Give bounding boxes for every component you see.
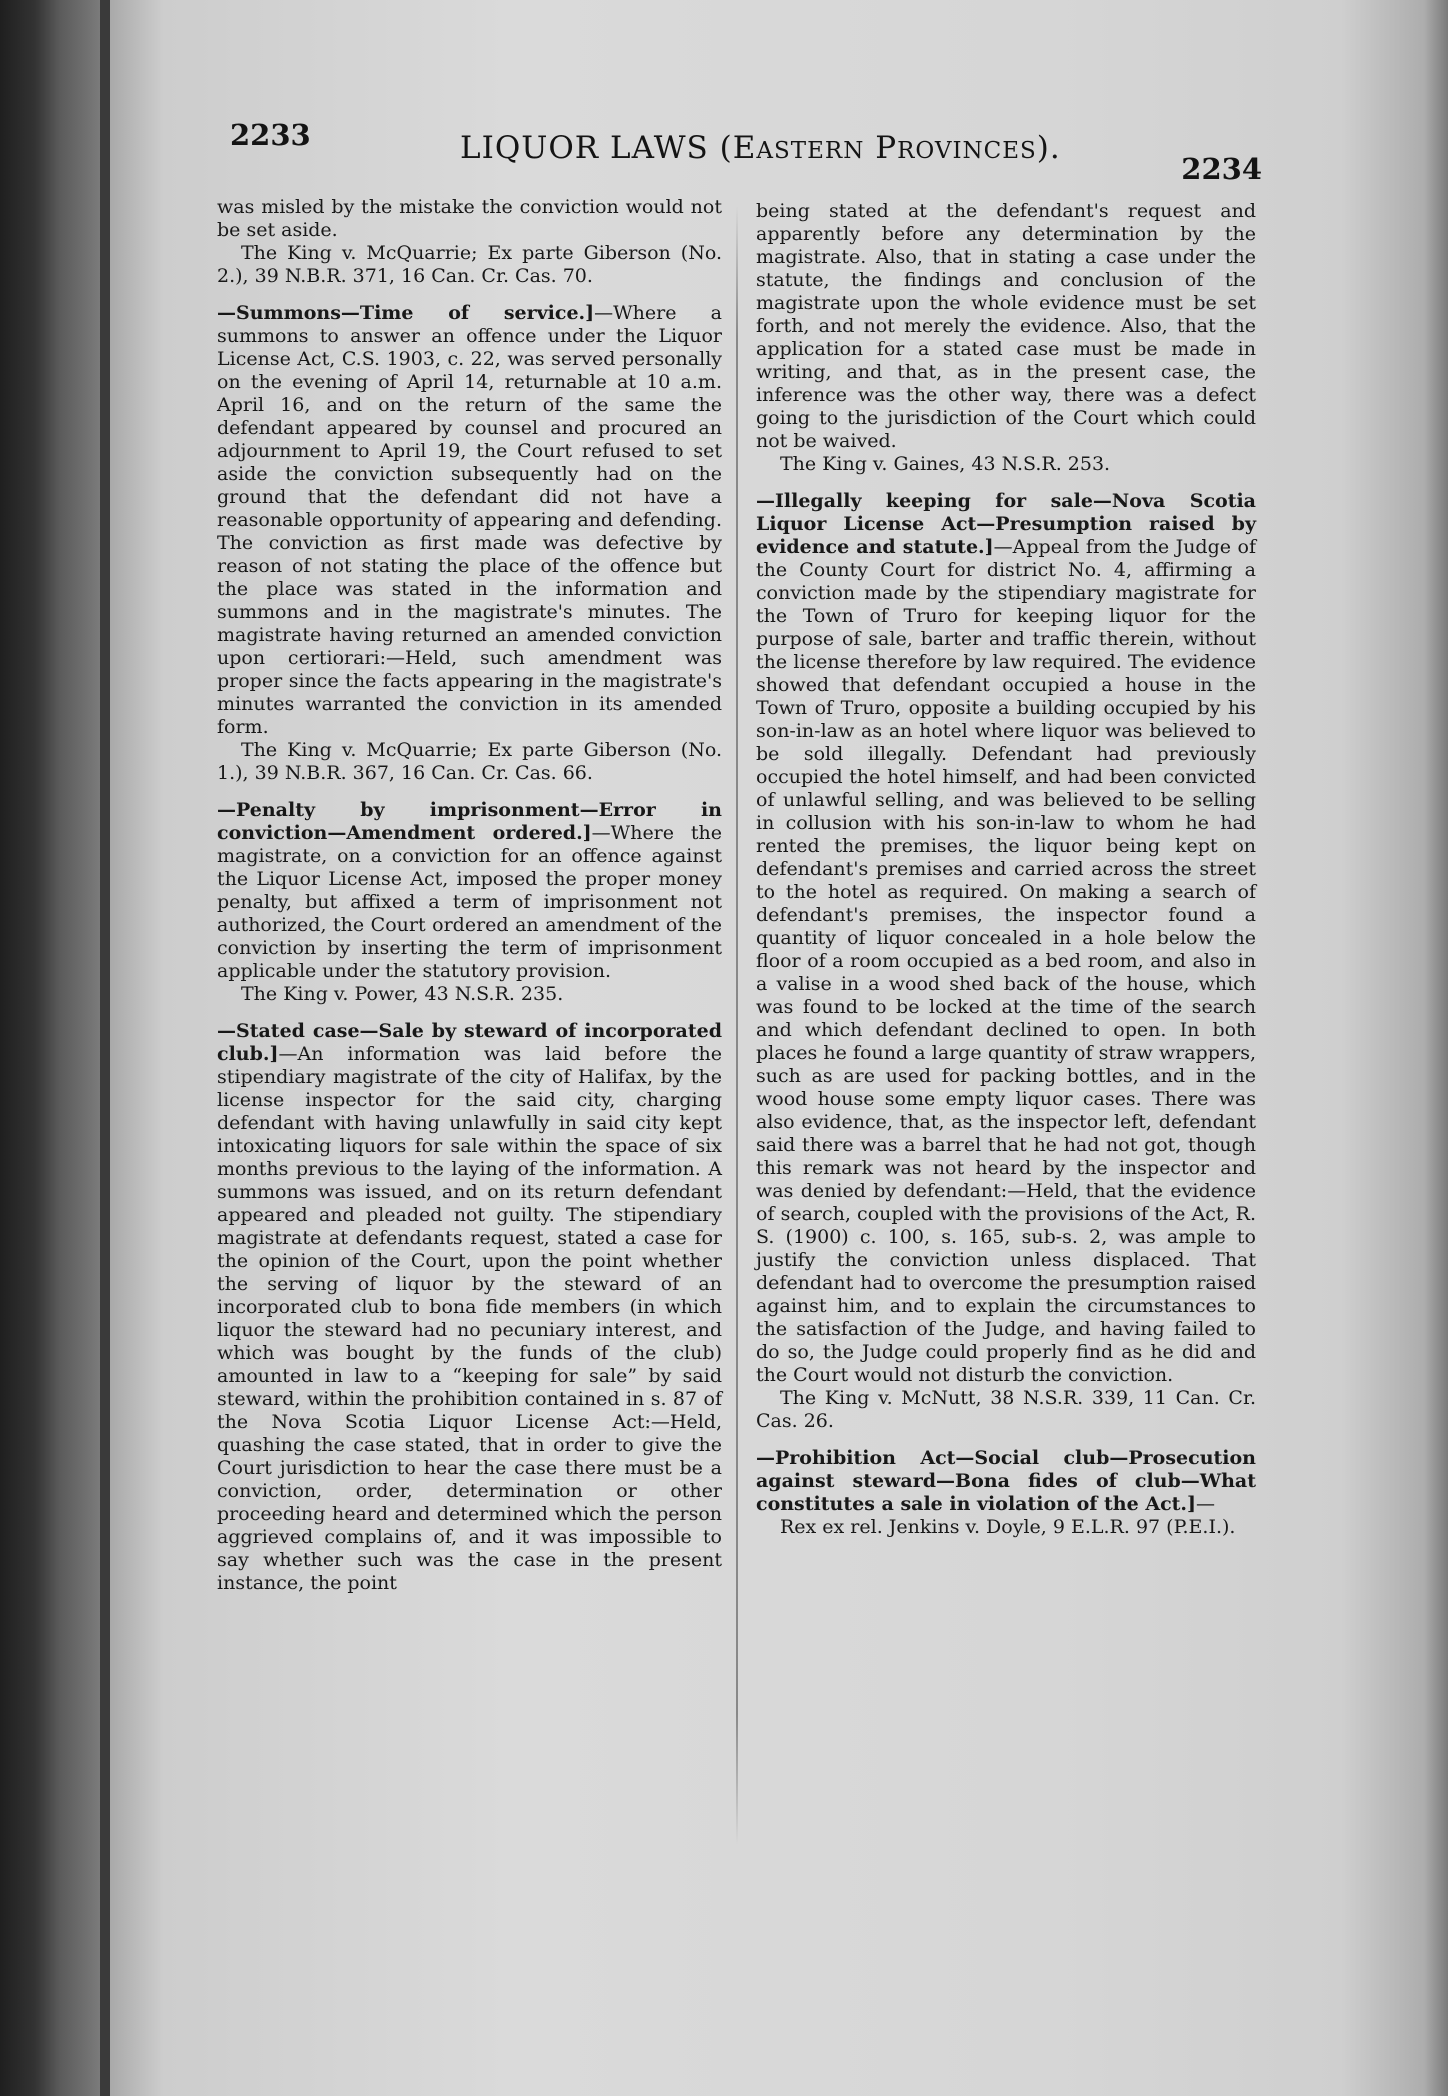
case-citation: The King v. McQuarrie; Ex parte Giberson (No. 1.), 39 N.B.R. 367, 16 Can. Cr. Cas. 66. <box>217 739 722 784</box>
running-title: LIQUOR LAWS (EASTERN PROVINCES). <box>460 130 1061 166</box>
entry-body: —Where a summons to answer an offence under the Liquor License Act, C.S. 1903, c. 22, was served personally on the evening of April 14, returnable at 10 a.m. April 16, and on the return of the same the defendant appeared by counsel and procured an adjournment to April 19, the Court refused to set aside the conviction subsequently had on the ground that the defendant did not have a reasonable opportunity of appearing and defending. The conviction as first made was defective by reason of not stating the place of the offence but the place was stated in the information and summons and in the magistrate's minutes. The magistrate having returned an amended conviction upon certiorari:—Held, such amendment was proper since the facts appearing in the magistrate's minutes warranted the conviction in its amended form. <box>217 302 722 738</box>
case-citation: Rex ex rel. Jenkins v. Doyle, 9 E.L.R. 97 (P.E.I.). <box>780 1516 1236 1538</box>
entry-heading: —Illegally keeping for sale—Nova Scotia Liquor License Act—Presumption raised by evidence and statute.] <box>756 490 1256 558</box>
left-column <box>217 196 722 1595</box>
column-divider <box>736 205 738 1845</box>
entry-body: —Where the magistrate, on a conviction for an offence against the Liquor License Act, imposed the proper money penalty, but affixed a term of imprisonment not authorized, the Court ordered an amendment of the conviction by inserting the term of imprisonment applicable under the statutory provision. <box>217 822 722 982</box>
right-column <box>756 200 1256 1553</box>
entry-body: —Appeal from the Judge of the County Court for district No. 4, affirming a conviction made by the stipendiary magistrate for the Town of Truro for keeping liquor for the purpose of sale, barter and traffic therein, without the license therefore by law required. The evidence showed that defendant occupied a house in the Town of Truro, opposite a building occupied by his son-in-law as an hotel where liquor was believed to be sold illegally. Defendant had previously occupied the hotel himself, and had been convicted of unlawful selling, and was believed to be selling in collusion with his son-in-law to whom he had rented the premises, the liquor being kept on defendant's premises and carried across the street to the hotel as required. On making a search of defendant's premises, the inspector found a quantity of liquor concealed in a hole below the floor of a room occupied as a bed room, and also in a valise in a wood shed back of the house, which was found to be locked at the time of the search and which defendant declined to open. In both places he found a large quantity of straw wrappers, such as are used for packing bottles, and in the wood house some empty liquor cases. There was also evidence, that, as the inspector left, defendant said there was a barrel that he had not got, though this remark was not heard by the inspector and was denied by defendant:—Held, that the evidence of search, coupled with the provisions of the Act, R. S. (1900) c. 100, s. 165, sub-s. 2, was ample to justify the conviction unless displaced. That defendant had to overcome the presumption raised against him, and to explain the circumstances to the satisfaction of the Judge, and having failed to do so, the Judge could properly find as he did and the Court would not disturb the conviction. <box>756 536 1256 1386</box>
scan-left-edge <box>0 0 100 2096</box>
entry-heading: —Summons—Time of service.] <box>217 302 595 324</box>
digest-entry <box>217 799 722 983</box>
page-number-left: 2233 <box>230 118 311 152</box>
digest-entry <box>756 1447 1256 1516</box>
entry-body: — <box>1196 1493 1216 1515</box>
digest-entry <box>756 490 1256 1387</box>
case-citation: The King v. Gaines, 43 N.S.R. 253. <box>780 453 1111 475</box>
case-citation: The King v. McNutt, 38 N.S.R. 339, 11 Can. Cr. Cas. 26. <box>756 1387 1256 1432</box>
entry-heading: —Penalty by imprisonment—Error in conviction—Amendment ordered.] <box>217 799 722 844</box>
entry-heading: —Prohibition Act—Social club—Prosecution against steward—Bona fides of club—What constitutes a sale in violation of the Act.] <box>756 1447 1256 1515</box>
entry-heading: —Stated case—Sale by steward of incorporated club.] <box>217 1020 722 1065</box>
running-head <box>230 118 1270 186</box>
digest-entry <box>217 1020 722 1595</box>
continued-paragraph: being stated at the defendant's request and apparently before any determination by the magistrate. Also, that in stating a case under the statute, the findings and conclusion of the magistrate upon the whole evidence must be set forth, and not merely the evidence. Also, that the application for a stated case must be made in writing, and that, as in the present case, the inference was the other way, there was a defect going to the jurisdiction of the Court which could not be waived. <box>756 200 1256 452</box>
entry-body: —An information was laid before the stipendiary magistrate of the city of Halifax, by the license inspector for the said city, charging defendant with having unlawfully in said city kept intoxicating liquors for sale within the space of six months previous to the laying of the information. A summons was issued, and on its return defendant appeared and pleaded not guilty. The stipendiary magistrate at defendants request, stated a case for the opinion of the Court, upon the point whether the serving of liquor by the steward of an incorporated club to bona fide members (in which liquor the steward had no pecuniary interest, and which was bought by the funds of the club) amounted in law to a “keeping for sale” by said steward, within the prohibition contained in s. 87 of the Nova Scotia Liquor License Act:—Held, quashing the case stated, that in order to give the Court jurisdiction to hear the case there must be a conviction, order, determination or other proceeding heard and determined which the person aggrieved complains of, and it was impossible to say whether such was the case in the present instance, the point <box>217 1043 722 1594</box>
digest-entry <box>217 302 722 739</box>
case-citation: The King v. Power, 43 N.S.R. 235. <box>241 983 564 1005</box>
case-citation: The King v. McQuarrie; Ex parte Giberson (No. 2.), 39 N.B.R. 371, 16 Can. Cr. Cas. 70. <box>217 242 722 287</box>
continued-paragraph: was misled by the mistake the conviction would not be set aside. <box>217 196 722 241</box>
page-binding-shadow <box>1424 0 1448 2096</box>
page-number-right: 2234 <box>1181 152 1262 186</box>
